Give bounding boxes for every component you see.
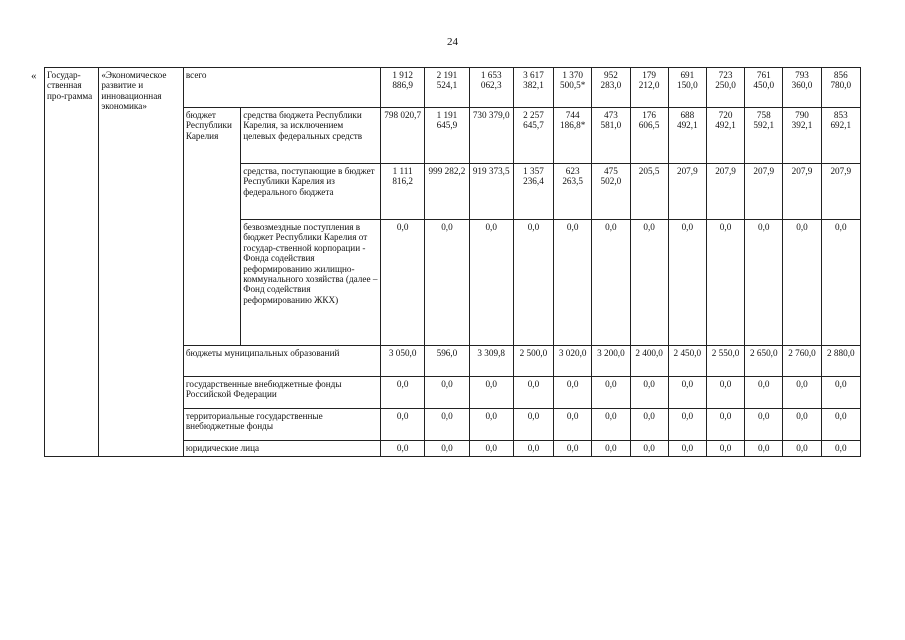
value-cell: 0,0: [630, 377, 668, 409]
value-cell: 623 263,5: [554, 164, 592, 220]
value-cell: 0,0: [745, 377, 783, 409]
value-cell: 3 050,0: [381, 346, 425, 377]
value-cell: 730 379,0: [469, 108, 513, 164]
value-cell: 790 392,1: [783, 108, 821, 164]
value-cell: 0,0: [554, 409, 592, 441]
value-cell: 179 212,0: [630, 68, 668, 108]
value-cell: 0,0: [783, 409, 821, 441]
value-cell: 2 191 524,1: [425, 68, 469, 108]
value-cell: 744 186,8*: [554, 108, 592, 164]
value-cell: 1 191 645,9: [425, 108, 469, 164]
value-cell: 207,9: [668, 164, 706, 220]
value-cell: 0,0: [706, 377, 744, 409]
program-type-cell: Государ-ственная про-грамма: [45, 68, 99, 457]
value-cell: 0,0: [745, 441, 783, 457]
value-cell: 853 692,1: [821, 108, 860, 164]
value-cell: 999 282,2: [425, 164, 469, 220]
value-cell: 0,0: [706, 441, 744, 457]
value-cell: 0,0: [783, 441, 821, 457]
value-cell: 0,0: [554, 441, 592, 457]
value-cell: 0,0: [668, 377, 706, 409]
value-cell: 0,0: [821, 220, 860, 346]
value-cell: 798 020,7: [381, 108, 425, 164]
value-cell: 1 653 062,3: [469, 68, 513, 108]
value-cell: 0,0: [554, 220, 592, 346]
funding-table: [44, 67, 861, 457]
value-cell: 0,0: [513, 409, 553, 441]
value-cell: 1 357 236,4: [513, 164, 553, 220]
row-label: юридические лица: [183, 441, 380, 457]
value-cell: 720 492,1: [706, 108, 744, 164]
value-cell: 856 780,0: [821, 68, 860, 108]
value-cell: 2 450,0: [668, 346, 706, 377]
value-cell: 2 257 645,7: [513, 108, 553, 164]
value-cell: 2 400,0: [630, 346, 668, 377]
row-label: территориальные государственные внебюджетные фонды: [183, 409, 380, 441]
value-cell: 0,0: [630, 220, 668, 346]
value-cell: 2 500,0: [513, 346, 553, 377]
value-cell: 0,0: [381, 220, 425, 346]
value-cell: 1 912 886,9: [381, 68, 425, 108]
value-cell: 0,0: [706, 409, 744, 441]
value-cell: 0,0: [783, 377, 821, 409]
row-label: безвозмездные поступления в бюджет Республики Карелия от государ-ственной корпорации - Фонда содействия реформированию жилищно-коммунального хозяйства (далее – Фонд содействия реформированию ЖКХ): [241, 220, 381, 346]
value-cell: 691 150,0: [668, 68, 706, 108]
value-cell: 0,0: [513, 377, 553, 409]
value-cell: 0,0: [592, 441, 630, 457]
value-cell: 207,9: [821, 164, 860, 220]
value-cell: 0,0: [513, 441, 553, 457]
value-cell: 3 617 382,1: [513, 68, 553, 108]
value-cell: 0,0: [469, 409, 513, 441]
value-cell: 0,0: [630, 409, 668, 441]
value-cell: 688 492,1: [668, 108, 706, 164]
row-total: [45, 68, 861, 108]
program-name-cell: «Экономическое развитие и инновационная экономика»: [99, 68, 184, 457]
value-cell: 1 111 816,2: [381, 164, 425, 220]
value-cell: 475 502,0: [592, 164, 630, 220]
value-cell: 0,0: [592, 409, 630, 441]
value-cell: 0,0: [554, 377, 592, 409]
value-cell: 596,0: [425, 346, 469, 377]
value-cell: 0,0: [668, 441, 706, 457]
value-cell: 2 550,0: [706, 346, 744, 377]
page-number: 24: [447, 36, 458, 48]
value-cell: 0,0: [469, 220, 513, 346]
value-cell: 0,0: [592, 220, 630, 346]
value-cell: 0,0: [783, 220, 821, 346]
value-cell: 0,0: [821, 377, 860, 409]
value-cell: 0,0: [425, 409, 469, 441]
value-cell: 473 581,0: [592, 108, 630, 164]
row-label: средства, поступающие в бюджет Республики Карелия из федерального бюджета: [241, 164, 381, 220]
value-cell: 3 200,0: [592, 346, 630, 377]
value-cell: 758 592,1: [745, 108, 783, 164]
row-label: бюджеты муниципальных образований: [183, 346, 380, 377]
value-cell: 2 760,0: [783, 346, 821, 377]
value-cell: 0,0: [745, 409, 783, 441]
value-cell: 793 360,0: [783, 68, 821, 108]
value-cell: 176 606,5: [630, 108, 668, 164]
value-cell: 0,0: [469, 377, 513, 409]
group-label-budget-rk: бюджет Республики Карелия: [183, 108, 240, 346]
value-cell: 0,0: [513, 220, 553, 346]
value-cell: 207,9: [706, 164, 744, 220]
value-cell: 0,0: [821, 409, 860, 441]
value-cell: 0,0: [425, 377, 469, 409]
value-cell: 0,0: [630, 441, 668, 457]
value-cell: 0,0: [668, 409, 706, 441]
value-cell: 2 650,0: [745, 346, 783, 377]
row-label: всего: [183, 68, 380, 108]
opening-quote: «: [31, 70, 37, 82]
value-cell: 919 373,5: [469, 164, 513, 220]
value-cell: 1 370 500,5*: [554, 68, 592, 108]
value-cell: 0,0: [821, 441, 860, 457]
value-cell: 0,0: [668, 220, 706, 346]
value-cell: 2 880,0: [821, 346, 860, 377]
value-cell: 0,0: [381, 409, 425, 441]
value-cell: 3 020,0: [554, 346, 592, 377]
value-cell: 0,0: [425, 441, 469, 457]
value-cell: 205,5: [630, 164, 668, 220]
value-cell: 207,9: [745, 164, 783, 220]
value-cell: 0,0: [381, 377, 425, 409]
row-label: средства бюджета Республики Карелия, за исключением целевых федеральных средств: [241, 108, 381, 164]
value-cell: 952 283,0: [592, 68, 630, 108]
value-cell: 0,0: [706, 220, 744, 346]
value-cell: 3 309,8: [469, 346, 513, 377]
value-cell: 761 450,0: [745, 68, 783, 108]
value-cell: 207,9: [783, 164, 821, 220]
value-cell: 723 250,0: [706, 68, 744, 108]
value-cell: 0,0: [469, 441, 513, 457]
value-cell: 0,0: [381, 441, 425, 457]
value-cell: 0,0: [745, 220, 783, 346]
row-label: государственные внебюджетные фонды Российской Федерации: [183, 377, 380, 409]
value-cell: 0,0: [425, 220, 469, 346]
value-cell: 0,0: [592, 377, 630, 409]
